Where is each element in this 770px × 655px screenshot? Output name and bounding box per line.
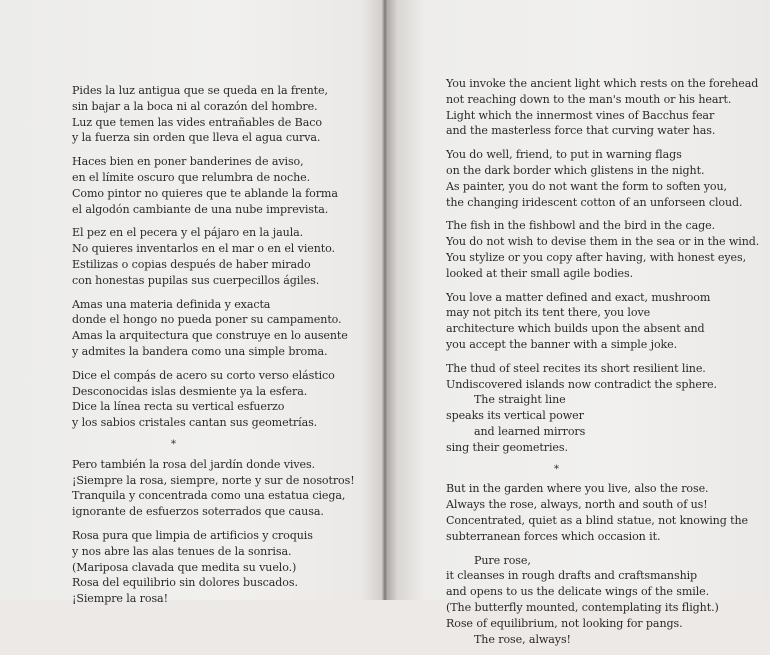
- verse-line: Always the rose, always, north and south of us!: [446, 498, 708, 512]
- stanza: [72, 528, 355, 607]
- verse-line: looked at their small agile bodies.: [446, 266, 634, 280]
- verse-line: ignorante de esfuerzos soterrados que causa.: [72, 505, 324, 519]
- verse-line: Pides la luz antigua que se queda en la frente,: [72, 84, 328, 97]
- stanza: [446, 290, 759, 353]
- verse-line: You do not wish to devise them in the sea or in the wind.: [446, 235, 760, 249]
- verse-line: y nos abre las alas tenues de la sonrisa.: [72, 544, 292, 558]
- verse-line: Pero también la rosa del jardín donde vives.: [72, 457, 316, 471]
- verse-line: Como pintor no quieres que te ablande la forma: [72, 186, 338, 200]
- verse-line: (The butterfly mounted, contemplating its flight.): [446, 600, 719, 614]
- verse-line: ¡Siempre la rosa!: [72, 592, 168, 606]
- verse-line: en el límite oscuro que relumbra de noche.: [72, 170, 311, 184]
- verse-line: it cleanses in rough drafts and craftsmanship: [446, 569, 698, 583]
- book-gutter: [382, 0, 388, 600]
- verse-line: The straight line: [474, 393, 566, 407]
- stanza: [72, 297, 355, 360]
- verse-line: Pure rose,: [474, 553, 531, 567]
- verse-line: Dice la línea recta su vertical esfuerzo: [72, 400, 285, 414]
- verse-line: ¡Siempre la rosa, siempre, norte y sur de nosotros!: [72, 473, 355, 487]
- verse-line: you accept the banner with a simple joke.: [446, 337, 678, 351]
- stanza: [446, 481, 759, 544]
- stanza: [446, 218, 759, 281]
- stanza: [72, 368, 355, 431]
- verse-line: sing their geometries.: [446, 440, 568, 454]
- verse-line: (Mariposa clavada que medita su vuelo.): [72, 560, 297, 574]
- verse-line: Haces bien en poner banderines de aviso,: [72, 155, 304, 169]
- verse-line: donde el hongo no pueda poner su campamento.: [72, 313, 342, 327]
- verse-line: Rosa del equilibrio sin dolores buscados.: [72, 576, 298, 590]
- verse-line: y admites la bandera como una simple broma.: [72, 344, 328, 358]
- verse-line: el algodón cambiante de una nube imprevista.: [72, 202, 329, 216]
- verse-line: Desconocidas islas desmiente ya la esfera.: [72, 384, 308, 398]
- stanza: [446, 147, 759, 210]
- verse-line: The thud of steel recites its short resilient line.: [446, 361, 706, 375]
- verse-line: Rose of equilibrium, not looking for pangs.: [446, 616, 683, 630]
- verse-line: Amas una materia definida y exacta: [72, 297, 271, 311]
- verse-line: El pez en el pecera y el pájaro en la jaula.: [72, 226, 304, 240]
- verse-line: and learned mirrors: [474, 424, 586, 438]
- verse-line: You love a matter defined and exact, mushroom: [446, 290, 711, 304]
- verse-line: The rose, always!: [474, 632, 571, 646]
- stanza: [72, 154, 355, 217]
- english-translation: [446, 76, 759, 655]
- verse-line: Tranquila y concentrada como una estatua ciega,: [72, 489, 346, 503]
- verse-line: Amas la arquitectura que construye en lo ausente: [72, 329, 348, 343]
- section-ornament: *: [171, 438, 176, 450]
- verse-line: con honestas pupilas sus cuerpecillos ágiles.: [72, 273, 320, 287]
- verse-line: and opens to us the delicate wings of the smile.: [446, 585, 710, 599]
- stanza: [446, 361, 759, 456]
- verse-line: y los sabios cristales cantan sus geometrías.: [72, 416, 318, 430]
- verse-line: the changing iridescent cotton of an unforseen cloud.: [446, 195, 743, 209]
- verse-line: may not pitch its tent there, you love: [446, 306, 651, 320]
- verse-line: Luz que temen las vides entrañables de Baco: [72, 115, 322, 129]
- verse-line: As painter, you do not want the form to soften you,: [446, 179, 727, 193]
- verse-line: No quieres inventarlos en el mar o en el viento.: [72, 242, 335, 256]
- verse-line: Estilizas o copias después de haber mirado: [72, 257, 311, 271]
- verse-line: You stylize or you copy after having, with honest eyes,: [446, 250, 747, 264]
- stanza: [72, 457, 355, 520]
- stanza: [72, 83, 355, 146]
- verse-line: sin bajar a la boca ni al corazón del hombre.: [72, 99, 318, 113]
- stanza: [72, 225, 355, 288]
- verse-line: Dice el compás de acero su corto verso elástico: [72, 368, 335, 382]
- verse-line: speaks its vertical power: [446, 409, 584, 423]
- section-ornament: *: [554, 463, 559, 475]
- verse-line: Light which the innermost vines of Bacchus fear: [446, 108, 715, 122]
- verse-line: not reaching down to the man's mouth or his heart.: [446, 92, 732, 106]
- verse-line: on the dark border which glistens in the night.: [446, 163, 705, 177]
- verse-line: But in the garden where you live, also the rose.: [446, 482, 709, 496]
- verse-line: subterranean forces which occasion it.: [446, 529, 661, 543]
- spanish-poem: [72, 83, 355, 615]
- verse-line: Rosa pura que limpia de artificios y croquis: [72, 528, 313, 542]
- verse-line: and the masterless force that curving water has.: [446, 124, 716, 138]
- verse-line: Undiscovered islands now contradict the sphere.: [446, 377, 717, 391]
- verse-line: architecture which builds upon the absent and: [446, 322, 705, 336]
- verse-line: You do well, friend, to put in warning flags: [446, 148, 682, 162]
- verse-line: y la fuerza sin orden que lleva el agua curva.: [72, 131, 321, 145]
- verse-line: Concentrated, quiet as a blind statue, not knowing the: [446, 513, 749, 527]
- verse-line: You invoke the ancient light which rests on the forehead: [446, 77, 759, 90]
- stanza: [446, 76, 759, 139]
- verse-line: The fish in the fishbowl and the bird in the cage.: [446, 219, 716, 233]
